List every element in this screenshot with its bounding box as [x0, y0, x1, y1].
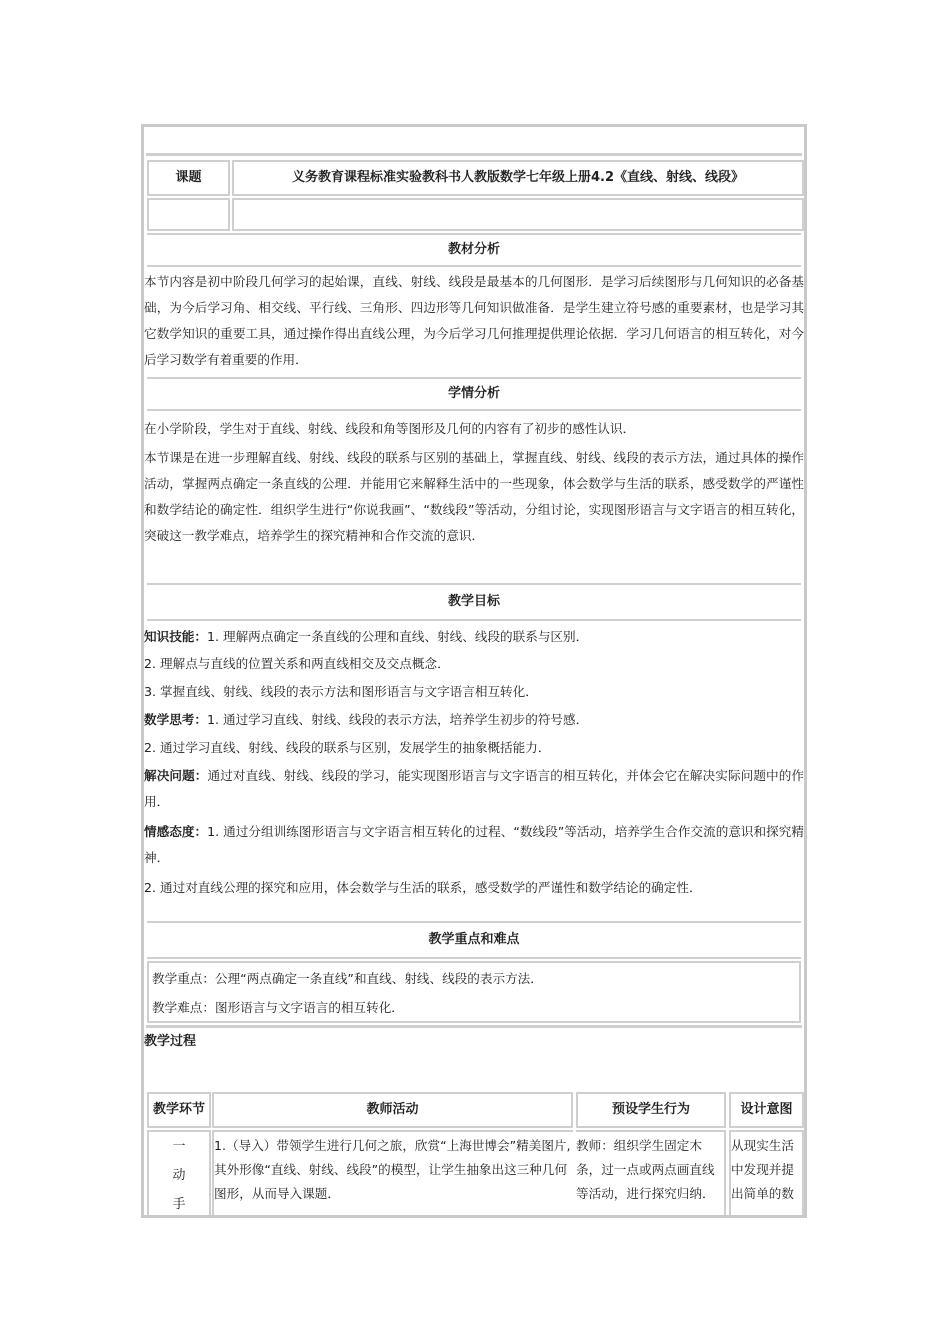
section-title-goals: 教学目标	[147, 583, 801, 621]
teaching-difficulty: 教学难点：图形语言与文字语言的相互转化．	[152, 1000, 404, 1015]
topic-value: 义务教育课程标准实验教科书人教版数学七年级上册4.2《直线、射线、线段》	[291, 170, 745, 185]
topic-label-cell	[147, 160, 230, 196]
stage-char: 一	[172, 1139, 186, 1154]
design-intent-text: 从现实生活中发现并提出简单的数	[731, 1138, 794, 1201]
goal-emotion-label: 情感态度：	[144, 824, 208, 839]
divider	[146, 1025, 802, 1028]
column-header-teacher: 教师活动	[212, 1092, 573, 1128]
section-title-keypoints: 教学重点和难点	[147, 921, 801, 959]
section-title-process: 教学过程	[144, 1034, 197, 1049]
learner-analysis-p2: 本节课是在进一步理解直线、射线、线段的联系与区别的基础上，掌握直线、射线、线段的表示方法，通过具体的操作活动，掌握两点确定一条直线的公理．并能用它来解释生活中的一些现象，体会数学与生活的联系，感受数学的严谨性和数学结论的确定性．组织学生进行“你说我画”、“数线段”等活动，分组讨论，实现图形语言与文字语言的相互转化，突破这一教学难点，培养学生的探究精神和合作交流的意识．	[144, 450, 804, 543]
topic-value-cell	[232, 160, 804, 196]
section-title-material: 教材分析	[147, 233, 801, 267]
learner-analysis-p1: 在小学阶段，学生对于直线、射线、线段和角等图形及几何的内容有了初步的感性认识．	[144, 421, 636, 436]
goal-thinking-2: 2. 通过学习直线、射线、线段的联系与区别，发展学生的抽象概括能力．	[144, 740, 551, 755]
goal-emotion-1	[144, 819, 804, 871]
stage-char: 动	[172, 1168, 186, 1183]
student-behavior-cell	[576, 1130, 726, 1218]
column-header-stage: 教学环节	[147, 1092, 211, 1128]
goal-knowledge-3: 3. 掌握直线、射线、线段的表示方法和图形语言与文字语言相互转化．	[144, 684, 538, 699]
empty-cell	[147, 198, 230, 231]
design-intent-cell	[729, 1130, 804, 1218]
keypoints-cell	[147, 961, 801, 1023]
goal-knowledge-label: 知识技能：	[144, 629, 207, 644]
stage-char: 手	[172, 1197, 186, 1212]
teaching-focus: 教学重点：公理“两点确定一条直线”和直线、射线、线段的表示方法．	[152, 971, 543, 986]
teacher-activity-text: 1.（导入）带领学生进行几何之旅，欣赏“上海世博会”精美图片,其外形像“直线、射线、线段”的模型，让学生抽象出这三种几何图形，从而导入课题．	[214, 1138, 571, 1201]
goal-text: 通过对直线、射线、线段的学习，能实现图形语言与文字语言的相互转化，并体会它在解决实际问题中的作用．	[144, 768, 805, 809]
stage-cell	[147, 1130, 211, 1218]
column-header-student: 预设学生行为	[576, 1092, 726, 1128]
goal-emotion-2: 2. 通过对直线公理的探究和应用，体会数学与生活的联系，感受数学的严谨性和数学结论的确定性．	[144, 880, 702, 895]
goal-thinking-label: 数学思考：	[144, 712, 207, 727]
goal-text: 1. 通过学习直线、射线、线段的表示方法，培养学生初步的符号感．	[206, 712, 589, 727]
topic-label: 课题	[175, 170, 202, 185]
goal-problem	[144, 763, 804, 815]
goal-knowledge-2: 2. 理解点与直线的位置关系和两直线相交及交点概念．	[144, 656, 450, 671]
column-header-intent: 设计意图	[729, 1092, 804, 1128]
teacher-activity-cell	[212, 1130, 573, 1218]
goal-thinking-1	[144, 707, 804, 733]
material-analysis-text: 本节内容是初中阶段几何学习的起始课，直线、射线、线段是最基本的几何图形．是学习后续图形与几何知识的必备基础，为今后学习角、相交线、平行线、三角形、四边形等几何知识做准备．是学生建立符号感的重要素材，也是学习其它数学知识的重要工具，通过操作得出直线公理，为今后学习几何推理提供理论依据．学习几何语言的相互转化，对今后学习数学有着重要的作用．	[144, 274, 804, 367]
empty-cell	[232, 198, 804, 231]
goal-knowledge-1	[144, 624, 804, 650]
stage-label	[149, 1132, 209, 1218]
section-title-learner: 学情分析	[147, 377, 801, 411]
goal-text: 1. 通过分组训练图形语言与文字语言相互转化的过程、“数线段”等活动，培养学生合作交流的意识和探究精神．	[144, 824, 804, 865]
goal-problem-label: 解决问题：	[144, 768, 208, 783]
student-behavior-text: 教师：组织学生固定木条，过一点或两点画直线等活动，进行探究归纳．	[576, 1138, 715, 1201]
divider	[146, 153, 802, 156]
goal-text: 1. 理解两点确定一条直线的公理和直线、射线、线段的联系与区别．	[206, 629, 589, 644]
lesson-plan-table	[141, 124, 807, 1218]
